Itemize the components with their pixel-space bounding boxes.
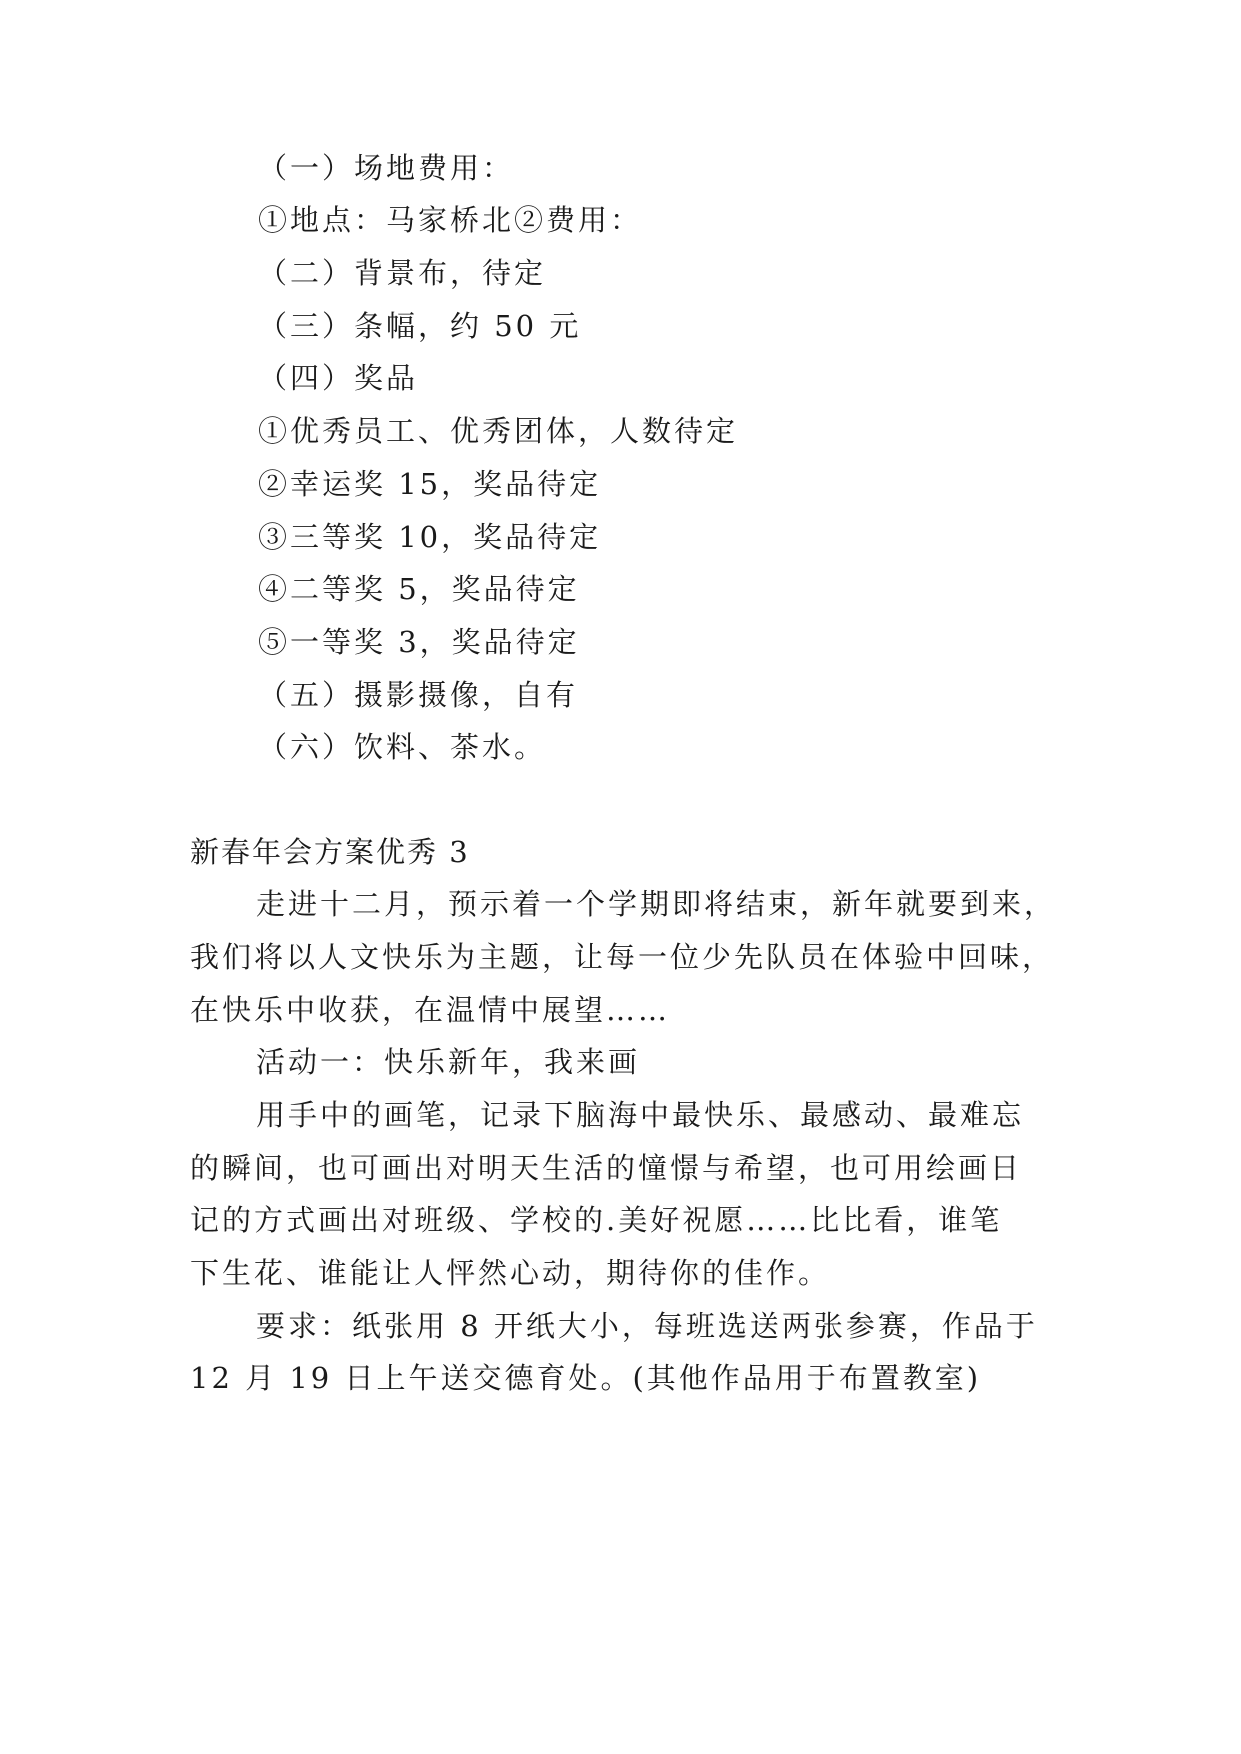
list-item-banner: （三）条幅，约 50 元 [258,309,582,343]
section-title: 新春年会方案优秀 3 [190,835,470,869]
paragraph-activity-line-4: 下生花、谁能让人怦然心动，期待你的佳作。 [190,1256,831,1290]
list-item-backdrop: （二）背景布，待定 [258,256,547,290]
list-item-location-cost: ①地点：马家桥北②费用： [258,203,643,237]
list-item-second-prize: ④二等奖 5，奖品待定 [258,572,580,606]
list-item-prizes: （四）奖品 [258,361,419,395]
list-item-first-prize: ⑤一等奖 3，奖品待定 [258,625,580,659]
paragraph-intro-line-1: 走进十二月，预示着一个学期即将结束，新年就要到来， [256,887,1057,921]
list-item-lucky-prize: ②幸运奖 15，奖品待定 [258,467,602,501]
paragraph-requirement-line-2: 12 月 19 日上午送交德育处。(其他作品用于布置教室) [190,1361,982,1395]
paragraph-activity-line-3: 记的方式画出对班级、学校的.美好祝愿……比比看，谁笔 [190,1203,1003,1237]
paragraph-activity-line-1: 用手中的画笔，记录下脑海中最快乐、最感动、最难忘 [256,1098,1025,1132]
activity-title: 活动一：快乐新年，我来画 [256,1045,641,1079]
list-item-venue-cost: （一）场地费用： [258,151,515,185]
list-item-drinks: （六）饮料、茶水。 [258,730,547,764]
paragraph-requirement-line-1: 要求：纸张用 8 开纸大小，每班选送两张参赛，作品于 [256,1309,1038,1343]
list-item-third-prize: ③三等奖 10，奖品待定 [258,520,602,554]
paragraph-intro-line-2: 我们将以人文快乐为主题，让每一位少先队员在体验中回味， [190,940,1055,974]
paragraph-intro-line-3: 在快乐中收获，在温情中展望…… [190,993,671,1027]
list-item-photography: （五）摄影摄像，自有 [258,678,579,712]
list-item-outstanding: ①优秀员工、优秀团体，人数待定 [258,414,739,448]
paragraph-activity-line-2: 的瞬间，也可画出对明天生活的憧憬与希望，也可用绘画日 [190,1151,1023,1185]
